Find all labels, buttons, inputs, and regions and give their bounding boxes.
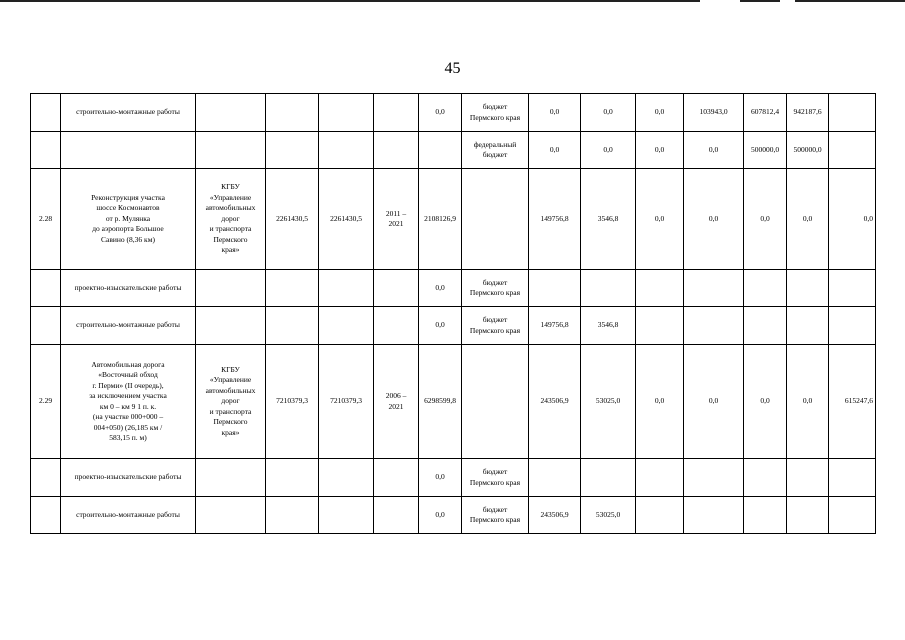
table-cell [684,459,744,497]
table-cell [374,307,419,345]
table-cell [419,132,462,169]
table-cell [319,497,374,534]
table-cell: строительно-монтажные работы [61,497,196,534]
table-cell [266,94,319,132]
table-cell: 500000,0 [744,132,787,169]
table-cell [31,497,61,534]
table-cell: 0,0 [684,169,744,270]
table-cell [374,270,419,307]
table-cell [529,459,581,497]
table-cell: 942187,6 [787,94,829,132]
table-cell: бюджет Пермского края [462,270,529,307]
table-cell: 500000,0 [787,132,829,169]
table-cell: 2108126,9 [419,169,462,270]
table-cell: проектно-изыскательские работы [61,459,196,497]
table-cell [319,132,374,169]
table-cell: 0,0 [787,345,829,459]
table-cell: 3546,8 [581,307,636,345]
table-cell: 149756,8 [529,307,581,345]
table-cell: 2261430,5 [266,169,319,270]
table-row [31,94,876,132]
table-cell [266,307,319,345]
table-cell: 0,0 [744,169,787,270]
table-cell [684,270,744,307]
table-cell [787,307,829,345]
table-cell [744,270,787,307]
table-cell: 149756,8 [529,169,581,270]
table-cell [829,307,876,345]
table-cell [581,459,636,497]
table-cell: 0,0 [636,169,684,270]
table-cell [744,497,787,534]
table-cell: 53025,0 [581,345,636,459]
table-cell [684,307,744,345]
table-cell: 0,0 [581,132,636,169]
table-cell: 615247,6 [829,345,876,459]
scan-edge-line [740,0,780,2]
table-cell: 0,0 [744,345,787,459]
table-cell [196,497,266,534]
table-cell: 243506,9 [529,497,581,534]
table-cell [319,459,374,497]
table-cell: 103943,0 [684,94,744,132]
table-cell: 3546,8 [581,169,636,270]
table-cell [319,94,374,132]
table-cell: 0,0 [684,345,744,459]
table-cell [744,307,787,345]
table-cell [829,459,876,497]
table-cell [829,270,876,307]
table-row [31,270,876,307]
table-cell: строительно-монтажные работы [61,307,196,345]
table-cell: бюджет Пермского края [462,94,529,132]
table-cell [266,270,319,307]
table-cell: 0,0 [684,132,744,169]
table-cell: 7210379,3 [266,345,319,459]
table-cell [636,270,684,307]
table-row [31,169,876,270]
table-cell [744,459,787,497]
table-cell [829,497,876,534]
table-cell [374,497,419,534]
table-cell [196,459,266,497]
table-row [31,459,876,497]
table-cell [684,497,744,534]
table-cell: бюджет Пермского края [462,459,529,497]
table-cell: 2.28 [31,169,61,270]
table-cell [374,459,419,497]
table-cell [266,497,319,534]
table-cell: 0,0 [419,270,462,307]
table-cell: 607812,4 [744,94,787,132]
table-row [31,132,876,169]
table-cell [529,270,581,307]
table-cell [462,345,529,459]
table-cell: 0,0 [529,94,581,132]
scan-edge-line [795,0,905,2]
table-cell [31,459,61,497]
table-cell: 0,0 [581,94,636,132]
table-cell [319,270,374,307]
table-cell [829,94,876,132]
table-cell: 0,0 [636,132,684,169]
table-cell [196,307,266,345]
table-cell [581,270,636,307]
table-cell: Автомобильная дорога «Восточный обход г. Перми» (II очередь), за исключением участка км 0 – км 9 1 п. к. (на участке 000+000 – 004+050) (26,185 км / 583,15 п. м) [61,345,196,459]
table-cell: 2261430,5 [319,169,374,270]
table-cell: 0,0 [529,132,581,169]
table-cell [636,497,684,534]
table-cell [829,132,876,169]
table-cell [31,270,61,307]
table-row [31,497,876,534]
table-cell [196,132,266,169]
table-cell [196,94,266,132]
table-cell: федеральный бюджет [462,132,529,169]
table-cell [196,270,266,307]
table-cell [787,459,829,497]
table-row [31,345,876,459]
table-cell [374,94,419,132]
table-cell: 0,0 [419,497,462,534]
table-cell: 7210379,3 [319,345,374,459]
table-cell [61,132,196,169]
table-cell: Реконструкция участка шоссе Космонавтов от р. Мулянка до аэропорта Большое Савино (8,36 км) [61,169,196,270]
table-cell [787,270,829,307]
data-table [30,93,876,534]
table-cell: 243506,9 [529,345,581,459]
table-cell [787,497,829,534]
table-cell [31,132,61,169]
table-cell: 0,0 [636,345,684,459]
table-cell: КГБУ «Управление автомобильных дорог и транспорта Пермского края» [196,169,266,270]
table-cell [374,132,419,169]
table-cell [636,307,684,345]
scan-edge-line [0,0,700,2]
table-cell [636,459,684,497]
table-cell: КГБУ «Управление автомобильных дорог и транспорта Пермского края» [196,345,266,459]
table-cell: 0,0 [419,459,462,497]
table-cell [31,94,61,132]
table-cell: бюджет Пермского края [462,307,529,345]
table-cell: 53025,0 [581,497,636,534]
table-cell: 0,0 [636,94,684,132]
table-row [31,307,876,345]
table-cell: 2011 – 2021 [374,169,419,270]
table-cell [31,307,61,345]
page-number: 45 [444,60,461,77]
table-cell: 2006 – 2021 [374,345,419,459]
table-cell: строительно-монтажные работы [61,94,196,132]
table-cell [266,132,319,169]
table-cell [462,169,529,270]
table-cell: 0,0 [419,94,462,132]
table-cell: 0,0 [829,169,876,270]
table-cell: 0,0 [787,169,829,270]
table-cell: 0,0 [419,307,462,345]
table-cell [319,307,374,345]
table-cell [266,459,319,497]
table-cell: бюджет Пермского края [462,497,529,534]
table-cell: 6298599,8 [419,345,462,459]
table-cell: проектно-изыскательские работы [61,270,196,307]
table-cell: 2.29 [31,345,61,459]
